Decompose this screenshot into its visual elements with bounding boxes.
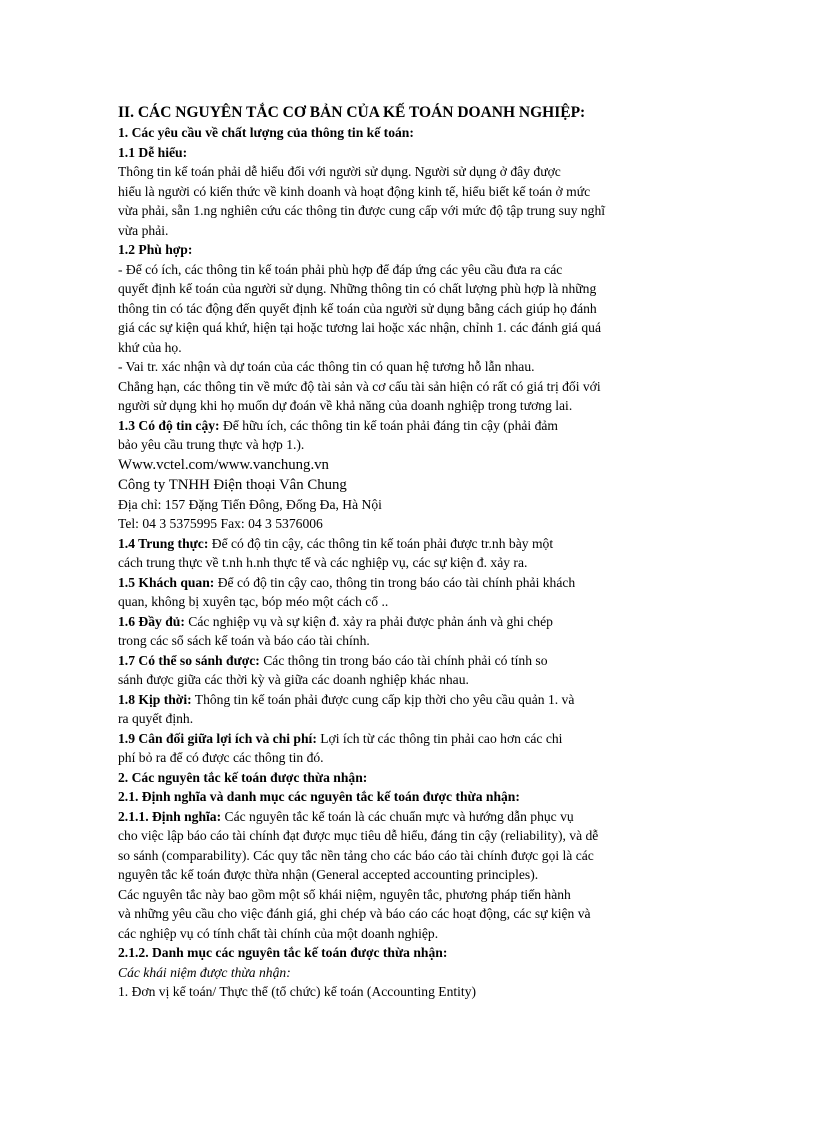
text-line: quyết định kế toán của người sử dụng. Những thông tin có chất lượng phù hợp là những — [118, 281, 597, 296]
text-line: nguyên tắc kế toán được thừa nhận (General accepted accounting principles). — [118, 867, 539, 882]
inline-heading: 1.5 Khách quan: — [118, 574, 215, 590]
italic-heading: Các khái niệm được thừa nhận: — [118, 964, 291, 980]
text-line — [118, 416, 698, 436]
text-line: Thông tin kế toán phải dễ hiểu đối với người sử dụng. Người sử dụng ở đây được — [118, 164, 561, 179]
heading: 2. Các nguyên tắc kế toán được thừa nhận: — [118, 769, 368, 785]
text-line — [118, 573, 698, 593]
text-line — [118, 729, 698, 749]
inline-heading: 1.6 Đầy đủ: — [118, 613, 185, 629]
inline-text: Lợi ích từ các thông tin phải cao hơn các chi — [316, 730, 563, 746]
text-line: quan, không bị xuyên tạc, bóp méo một cách cố .. — [118, 594, 389, 609]
inline-text: Các nghiệp vụ và sự kiện đ. xảy ra phải được phản ánh và ghi chép — [184, 613, 553, 629]
website-line: Www.vctel.com/www.vanchung.vn — [118, 456, 329, 473]
text-line: sánh được giữa các thời kỳ và giữa các doanh nghiệp khác nhau. — [118, 672, 469, 687]
text-line: thông tin có tác động đến quyết định kế toán của người sử dụng bằng cách giúp họ đánh — [118, 300, 597, 316]
text-line: hiểu là người có kiến thức về kinh doanh và hoạt động kinh tế, hiểu biết kế toán ở mức — [118, 183, 591, 199]
inline-heading: 1.4 Trung thực: — [118, 535, 209, 551]
text-line: 1. Đơn vị kế toán/ Thực thể (tổ chức) kế toán (Accounting Entity) — [118, 984, 477, 999]
text-line: cách trung thực về t.nh h.nh thực tế và các nghiệp vụ, các sự kiện đ. xảy ra. — [118, 555, 528, 570]
company-name: Công ty TNHH Điện thoại Vân Chung — [118, 476, 347, 493]
inline-text: Để có độ tin cậy, các thông tin kế toán phải được tr.nh bày một — [208, 535, 554, 551]
text-line: giá các sự kiện quá khứ, hiện tại hoặc tương lai hoặc xác nhận, chỉnh 1. các đánh giá quá — [118, 320, 601, 335]
inline-text: Để có độ tin cậy cao, thông tin trong báo cáo tài chính phải khách — [214, 574, 576, 590]
inline-heading: 1.8 Kịp thời: — [118, 691, 192, 707]
text-line: cho việc lập báo cáo tài chính đạt được mục tiêu dễ hiểu, đáng tin cậy (reliability), và dễ — [118, 828, 599, 843]
inline-heading: 1.3 Có độ tin cậy: — [118, 417, 220, 433]
subheading: 2.1.2. Danh mục các nguyên tắc kế toán được thừa nhận: — [118, 945, 448, 960]
inline-text: Thông tin kế toán phải được cung cấp kịp thời cho yêu cầu quản 1. và — [191, 691, 575, 707]
text-line — [118, 534, 698, 554]
text-line: Chẳng hạn, các thông tin về mức độ tài sản và cơ cấu tài sản hiện có rất có giá trị đối với — [118, 378, 601, 394]
text-line: vừa phải. — [118, 222, 169, 238]
text-line — [118, 651, 698, 671]
text-line: so sánh (comparability). Các quy tắc nền tảng cho các báo cáo tài chính được gọi là các — [118, 847, 594, 863]
inline-text: Để hữu ích, các thông tin kế toán phải đáng tin cậy (phải đảm — [219, 417, 559, 433]
inline-text: Các nguyên tắc kế toán là các chuẩn mực và hướng dẫn phục vụ — [221, 808, 574, 824]
inline-heading: 2.1.1. Định nghĩa: — [118, 808, 222, 824]
subheading: 2.1. Định nghĩa và danh mục các nguyên tắc kế toán được thừa nhận: — [118, 789, 520, 804]
heading: 1. Các yêu cầu về chất lượng của thông tin kế toán: — [118, 125, 414, 140]
document-page — [118, 102, 698, 1002]
text-line — [118, 612, 698, 632]
company-address: Địa chỉ: 157 Đặng Tiến Đông, Đống Đa, Hà Nội — [118, 496, 382, 512]
inline-heading: 1.9 Cân đối giữa lợi ích và chi phí: — [118, 730, 317, 746]
text-line: và những yêu cầu cho việc đánh giá, ghi chép và báo cáo các hoạt động, các sự kiện và — [118, 906, 591, 921]
text-line: khứ của họ. — [118, 339, 182, 355]
text-line: người sử dụng khi họ muốn dự đoán về khả năng của doanh nghiệp trong tương lai. — [118, 398, 573, 413]
text-line — [118, 807, 698, 827]
text-line: trong các sổ sách kế toán và báo cáo tài chính. — [118, 633, 370, 648]
company-phone: Tel: 04 3 5375995 Fax: 04 3 5376006 — [118, 516, 323, 531]
text-line: Các nguyên tắc này bao gồm một số khái niệm, nguyên tắc, phương pháp tiến hành — [118, 886, 571, 902]
text-line: - Vai tr. xác nhận và dự toán của các thông tin có quan hệ tương hỗ lẫn nhau. — [118, 359, 535, 374]
subheading: 1.1 Dễ hiểu: — [118, 144, 188, 160]
text-line: vừa phải, sẵn 1.ng nghiên cứu các thông tin được cung cấp với mức độ tập trung suy nghĩ — [118, 203, 606, 218]
subheading: 1.2 Phù hợp: — [118, 242, 193, 257]
text-line — [118, 690, 698, 710]
text-line: bảo yêu cầu trung thực và hợp 1.). — [118, 437, 305, 452]
inline-text: Các thông tin trong báo cáo tài chính phải có tính so — [259, 652, 548, 668]
section-title: II. CÁC NGUYÊN TẮC CƠ BẢN CỦA KẾ TOÁN DOANH NGHIỆP: — [118, 104, 586, 121]
text-line: - Để có ích, các thông tin kế toán phải phù hợp để đáp ứng các yêu cầu đưa ra các — [118, 261, 563, 277]
text-line: ra quyết định. — [118, 711, 194, 726]
text-line: phí bỏ ra để có được các thông tin đó. — [118, 750, 324, 765]
inline-heading: 1.7 Có thể so sánh được: — [118, 652, 260, 668]
text-line: các nghiệp vụ có tính chất tài chính của một doanh nghiệp. — [118, 925, 439, 941]
